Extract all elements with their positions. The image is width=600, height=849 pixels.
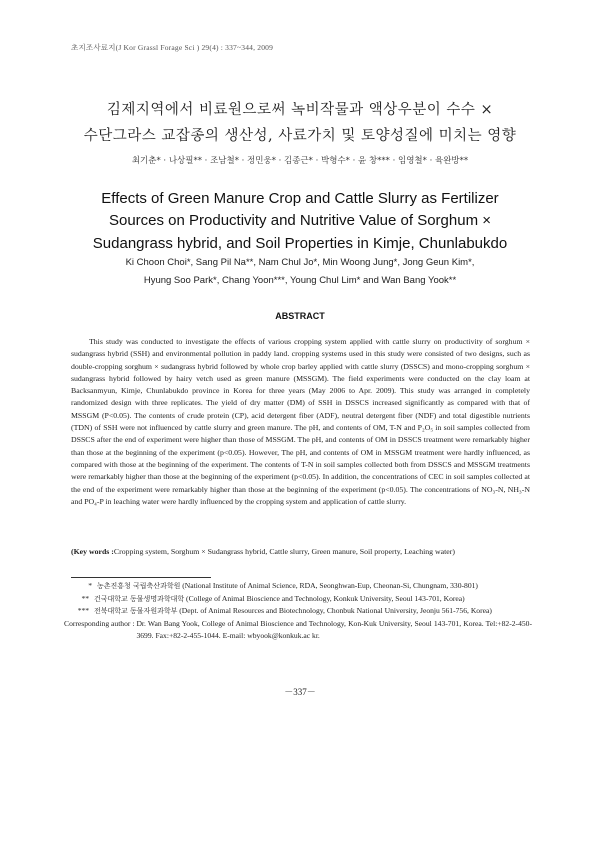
english-title-line-2: Sources on Productivity and Nutritive Value of Sorghum ×	[108, 212, 491, 229]
page-number: －337－	[284, 687, 316, 697]
corresponding-author	[64, 618, 532, 643]
corresponding-author-label: Corresponding author :	[64, 618, 135, 628]
footnotes	[64, 580, 532, 643]
english-title-line-1: Effects of Green Manure Crop and Cattle Slurry as Fertilizer	[101, 190, 499, 207]
footnote-korean-affiliation: 농촌진흥청 국립축산과학원	[97, 582, 181, 590]
footnote-affiliation-3	[64, 605, 532, 618]
footnote-affiliation-2	[64, 593, 532, 606]
corresponding-author-text: Dr. Wan Bang Yook, College of Animal Bioscience and Technology, Kon-Kuk University, Seoul 143-701, Korea. Tel:+82-2-450-3699. Fax:+82-2-455-1044. E-mail: wbyook@konkuk.ac kr.	[136, 618, 532, 641]
footnote-divider	[71, 577, 211, 578]
korean-title-line-2: 수단그라스 교잡종의 생산성, 사료가치 및 토양성질에 미치는 영향	[83, 128, 517, 144]
korean-title-line-1: 김제지역에서 비료원으로써 녹비작물과 액상우분이 수수 ×	[106, 102, 494, 118]
footnote-affiliation-1	[64, 580, 532, 593]
keywords-text: Cropping system, Sorghum × Sudangrass hybrid, Cattle slurry, Green manure, Soil property, Leaching water)	[113, 547, 455, 556]
english-authors-line-2: Hyung Soo Park*, Chang Yoon***, Young Chul Lim* and Wan Bang Yook**	[143, 275, 457, 286]
english-title-line-3: Sudangrass hybrid, and Soil Properties in Kimje, Chunlabukdo	[92, 235, 508, 252]
footnote-marker: **	[81, 593, 91, 603]
journal-header: 초지조사료지(J Kor Grassl Forage Sci ) 29(4) : 337~344, 2009	[71, 43, 274, 52]
footnote-korean-affiliation: 건국대학교 동물생명과학대학	[94, 594, 185, 603]
keywords	[71, 546, 530, 558]
footnote-korean-affiliation: 전북대학교 동물자원과학부	[94, 607, 178, 616]
footnote-marker: ***	[77, 606, 91, 616]
english-authors-line-1: Ki Choon Choi*, Sang Pil Na**, Nam Chul Jo*, Min Woong Jung*, Jong Geun Kim*,	[125, 257, 475, 268]
korean-authors: 최기춘* · 나상필** · 조남철* · 정민웅* · 김종근* · 박형수* · 윤 창*** · 임영철* · 육완방**	[131, 156, 469, 166]
abstract-heading: ABSTRACT	[275, 311, 325, 321]
footnote-marker: *	[88, 581, 94, 590]
footnote-english-affiliation: (Dept. of Animal Resources and Biotechnology, Chonbuk National University, Jeonju 561-756, Korea)	[179, 606, 492, 616]
footnote-english-affiliation: (National Institute of Animal Science, RDA, Seonghwan-Eup, Cheonan-Si, Chungnam, 330-801)	[182, 581, 478, 590]
keywords-label: (Key words :	[71, 547, 114, 556]
abstract-body: This study was conducted to investigate the effects of various cropping system applied with cattle slurry on productivity of sorghum × sudangrass hybrid (SSH) and environmental pollution in paddy land. cropping systems used in this study were consisted of two designs, such as double-cropping sorghum × sudangrass hybrid followed by whole crop barley applied with cattle slurry (DSSCS) and mono-cropping sorghum × sudangrass hybrid followed by hairy vetch used as green manure (MSSGM). The field experiments were conducted on the clay loam at Backsanmyun, Kimje, Chunlabukdo province in Korea for three years (May 2006 to Apr. 2009). This study was arranged in completely randomized design with three replicates. The yield of dry matter (DM) of SSH in DSSCS increased significantly as compared with that of MSSGM (P<0.05). The contents of crude protein (CP), acid detergent fiber (ADF), neutral detergent fiber (NDF) and total digestible nutrients (TDN) of SSH were not influenced by cattle slurry and green manure. The pH, and contents of OM, T-N and P₂O₅ in soil samples collected from DSSCS after the end of experiment were higher than those of MSSGM. The pH, and contents of OM in DSSCS treatment were remarkably higher than those at the beginning of the experiment (p<0.05). However, The pH, and contents of OM in MSSGM treatment were hardly influenced, as compared with those at the beginning of the experiment. The contents of T-N in soil samples collected both from DSSCS and MSSGM treatments were remarkably higher than those at the beginning of the experiment (p<0.05). In addition, the concentrations of CEC in soil samples collected at the end of the experiment were remarkably higher than those at the beginning of the experiment (p<0.05). The concentrations of NO₃-N, NH₃-N and PO₄-P in leaching water were hardly influenced by the cropping system and application of cattle slurry.	[71, 337, 530, 506]
footnote-english-affiliation: (College of Animal Bioscience and Technology, Konkuk University, Seoul 143-701, Korea)	[186, 593, 465, 603]
